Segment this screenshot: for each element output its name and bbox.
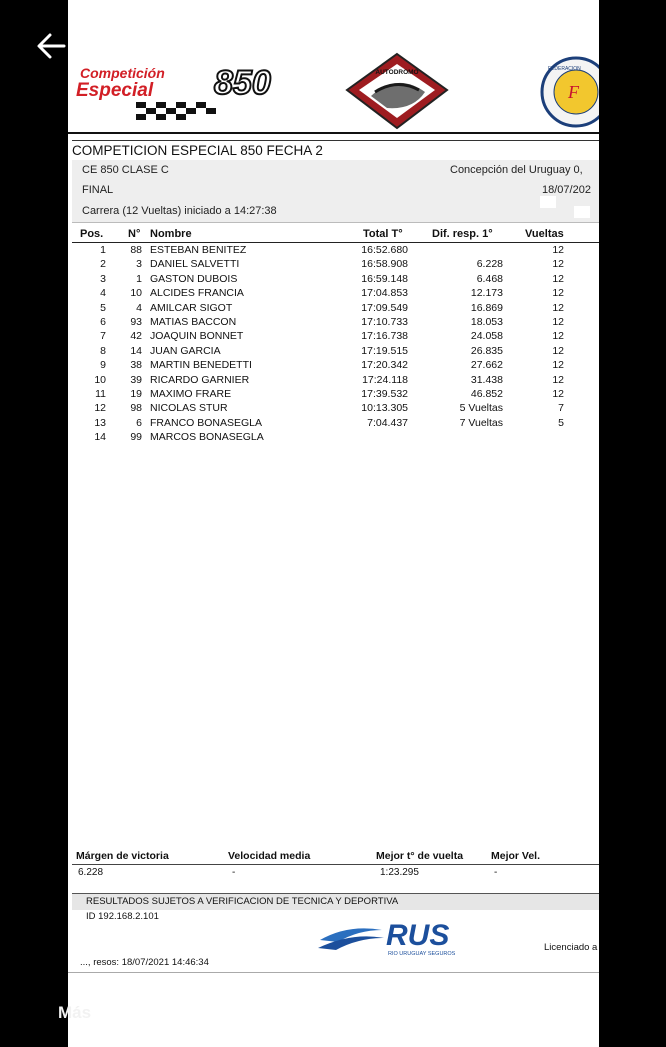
cell-total: 16:59.148 bbox=[361, 272, 408, 285]
cell-laps: 12 bbox=[552, 272, 564, 285]
cell-total: 17:19.515 bbox=[361, 344, 408, 357]
table-row bbox=[72, 387, 599, 401]
col-laps-header: Vueltas bbox=[525, 228, 564, 240]
cell-pos: 6 bbox=[100, 315, 106, 328]
competicion-especial-850-logo bbox=[76, 62, 312, 126]
summary-header bbox=[72, 850, 599, 864]
cell-diff: 26.835 bbox=[470, 344, 503, 357]
table-row bbox=[72, 272, 599, 286]
cell-diff: 24.058 bbox=[470, 330, 503, 343]
cell-total: 10:13.305 bbox=[361, 402, 408, 415]
cell-num: 4 bbox=[136, 301, 142, 314]
licensed-label: Licenciado a bbox=[544, 942, 598, 953]
cell-name: JOAQUIN BONNET bbox=[150, 330, 244, 343]
cell-name: NICOLAS STUR bbox=[150, 402, 228, 415]
col-pos-header: Pos. bbox=[80, 228, 104, 240]
rus-sponsor-logo bbox=[318, 918, 493, 958]
logo-number: 850 bbox=[214, 64, 271, 102]
table-row bbox=[72, 286, 599, 300]
cell-name: MAXIMO FRARE bbox=[150, 387, 232, 400]
best-speed-value: - bbox=[494, 867, 498, 878]
cell-total: 16:58.908 bbox=[361, 258, 408, 271]
svg-text:F: F bbox=[568, 82, 579, 102]
cell-laps: 5 bbox=[558, 416, 564, 429]
cell-pos: 7 bbox=[100, 330, 106, 343]
cell-name: AMILCAR SIGOT bbox=[150, 301, 233, 314]
cell-num: 99 bbox=[130, 431, 142, 444]
checkbox-2 bbox=[574, 206, 590, 218]
logo-line1: Competición bbox=[80, 65, 165, 81]
cell-pos: 11 bbox=[95, 387, 106, 400]
cell-total: 17:24.118 bbox=[362, 373, 408, 386]
results-document bbox=[68, 0, 599, 1047]
date-label: 18/07/202 bbox=[542, 184, 591, 196]
cell-name: GASTON DUBOIS bbox=[150, 272, 238, 285]
cell-pos: 5 bbox=[100, 301, 106, 314]
cell-total: 17:10.733 bbox=[361, 315, 408, 328]
col-diff-header: Dif. resp. 1° bbox=[432, 228, 493, 240]
bottom-divider bbox=[68, 972, 599, 973]
printed-timestamp: ..., resos: 18/07/2021 14:46:34 bbox=[80, 957, 209, 968]
avg-speed-value: - bbox=[232, 867, 236, 878]
cell-total: 17:39.532 bbox=[361, 387, 408, 400]
table-row bbox=[72, 344, 599, 358]
cell-diff: 12.173 bbox=[470, 287, 503, 300]
cell-name: RICARDO GARNIER bbox=[150, 373, 250, 386]
cell-diff: 6.468 bbox=[476, 272, 503, 285]
cell-diff: 18.053 bbox=[470, 315, 503, 328]
verification-note bbox=[72, 893, 599, 910]
cell-laps: 12 bbox=[552, 344, 564, 357]
cell-laps: 12 bbox=[552, 359, 564, 372]
cell-total: 17:09.549 bbox=[361, 301, 408, 314]
cell-num: 1 bbox=[136, 272, 142, 285]
avg-speed-label: Velocidad media bbox=[228, 850, 311, 862]
cell-pos: 9 bbox=[100, 359, 106, 372]
cell-num: 6 bbox=[136, 416, 142, 429]
cell-diff: 27.662 bbox=[470, 359, 503, 372]
best-lap-value: 1:23.295 bbox=[380, 867, 419, 878]
federacion-logo-text: FEDERACION bbox=[548, 66, 581, 72]
location-label: Concepción del Uruguay 0, bbox=[450, 164, 583, 176]
cell-total: 17:20.342 bbox=[361, 359, 408, 372]
cell-laps: 12 bbox=[552, 258, 564, 271]
cell-num: 88 bbox=[130, 244, 142, 256]
cell-laps: 12 bbox=[552, 287, 564, 300]
summary-values bbox=[72, 864, 599, 881]
more-button[interactable]: Más bbox=[58, 1003, 92, 1022]
cell-name: ESTEBAN BENITEZ bbox=[150, 244, 247, 256]
col-total-header: Total T° bbox=[363, 228, 403, 240]
cell-pos: 8 bbox=[100, 344, 106, 357]
results-table bbox=[72, 243, 599, 444]
cell-num: 38 bbox=[130, 359, 142, 372]
table-row bbox=[72, 373, 599, 387]
header-divider bbox=[68, 132, 599, 134]
cell-name: MARTIN BENEDETTI bbox=[150, 359, 252, 372]
col-num-header: N° bbox=[128, 228, 141, 240]
table-row bbox=[72, 301, 599, 315]
rus-logo-text: RUS bbox=[386, 919, 450, 952]
cell-num: 19 bbox=[130, 387, 142, 400]
cell-name: FRANCO BONASEGLA bbox=[150, 416, 263, 429]
cell-total: 7:04.437 bbox=[367, 416, 408, 429]
federacion-logo bbox=[538, 56, 599, 128]
cell-pos: 4 bbox=[100, 287, 106, 300]
cell-name: MATIAS BACCON bbox=[150, 315, 237, 328]
best-lap-label: Mejor t° de vuelta bbox=[376, 850, 464, 862]
cell-laps: 12 bbox=[552, 373, 564, 386]
cell-laps: 12 bbox=[552, 330, 564, 343]
cell-diff: 46.852 bbox=[470, 387, 503, 400]
cell-total: 17:16.738 bbox=[361, 330, 408, 343]
rus-logo-subtext: RIO URUGUAY SEGUROS bbox=[388, 951, 456, 957]
cell-pos: 10 bbox=[94, 373, 106, 386]
cell-total: 16:52.680 bbox=[361, 244, 408, 256]
class-label: CE 850 CLASE C bbox=[82, 164, 169, 176]
cell-diff: 16.869 bbox=[470, 301, 503, 314]
checkbox-1 bbox=[540, 196, 556, 208]
document-title: COMPETICION ESPECIAL 850 FECHA 2 bbox=[72, 140, 599, 161]
cell-laps: 12 bbox=[552, 301, 564, 314]
table-row bbox=[72, 329, 599, 343]
table-row bbox=[72, 358, 599, 372]
autodromo-logo-text: AUTODROMO bbox=[375, 69, 419, 76]
cell-pos: 13 bbox=[94, 416, 106, 429]
cell-name: DANIEL SALVETTI bbox=[150, 258, 240, 271]
results-header bbox=[72, 228, 599, 243]
logo-line2: Especial bbox=[76, 80, 154, 101]
cell-laps: 12 bbox=[552, 315, 564, 328]
cell-name: MARCOS BONASEGLA bbox=[150, 431, 264, 444]
table-row bbox=[72, 257, 599, 271]
story-title: Prensa Autódromo, CE 850, KACDU bbox=[134, 32, 492, 57]
cell-laps: 12 bbox=[552, 387, 564, 400]
table-row bbox=[72, 416, 599, 430]
cell-diff: 31.438 bbox=[470, 373, 503, 386]
verification-text: RESULTADOS SUJETOS A VERIFICACION DE TECNICA Y DEPORTIVA bbox=[86, 896, 399, 907]
cell-num: 98 bbox=[130, 402, 142, 415]
cell-diff: 7 Vueltas bbox=[459, 416, 503, 429]
cell-pos: 14 bbox=[94, 431, 106, 444]
cell-num: 93 bbox=[130, 315, 142, 328]
cell-name: ALCIDES FRANCIA bbox=[150, 287, 244, 300]
ip-label: ID 192.168.2.101 bbox=[86, 911, 159, 922]
autodromo-logo bbox=[343, 52, 451, 130]
session-label: FINAL bbox=[82, 184, 114, 196]
cell-pos: 3 bbox=[100, 272, 106, 285]
col-name-header: Nombre bbox=[150, 228, 192, 240]
cell-pos: 12 bbox=[94, 402, 106, 415]
cell-num: 14 bbox=[130, 344, 142, 357]
cell-num: 10 bbox=[130, 287, 142, 300]
session-info-box bbox=[72, 160, 599, 223]
table-row bbox=[72, 401, 599, 415]
table-row bbox=[72, 430, 599, 444]
table-row bbox=[72, 243, 599, 257]
margin-label: Márgen de victoria bbox=[76, 850, 169, 862]
cell-name: JUAN GARCIA bbox=[150, 344, 221, 357]
back-arrow-icon[interactable] bbox=[34, 30, 70, 62]
cell-diff: 5 Vueltas bbox=[459, 402, 503, 415]
cell-pos: 2 bbox=[100, 258, 106, 271]
table-row bbox=[72, 315, 599, 329]
cell-num: 42 bbox=[130, 330, 142, 343]
margin-value: 6.228 bbox=[78, 867, 104, 878]
best-speed-label: Mejor Vel. bbox=[491, 850, 541, 862]
cell-num: 39 bbox=[130, 373, 142, 386]
cell-laps: 12 bbox=[552, 244, 564, 256]
cell-pos: 1 bbox=[100, 244, 106, 256]
race-info-label: Carrera (12 Vueltas) iniciado a 14:27:38 bbox=[82, 205, 277, 217]
cell-diff: 6.228 bbox=[476, 258, 503, 271]
cell-laps: 7 bbox=[558, 402, 564, 415]
cell-total: 17:04.853 bbox=[361, 287, 408, 300]
cell-num: 3 bbox=[136, 258, 142, 271]
